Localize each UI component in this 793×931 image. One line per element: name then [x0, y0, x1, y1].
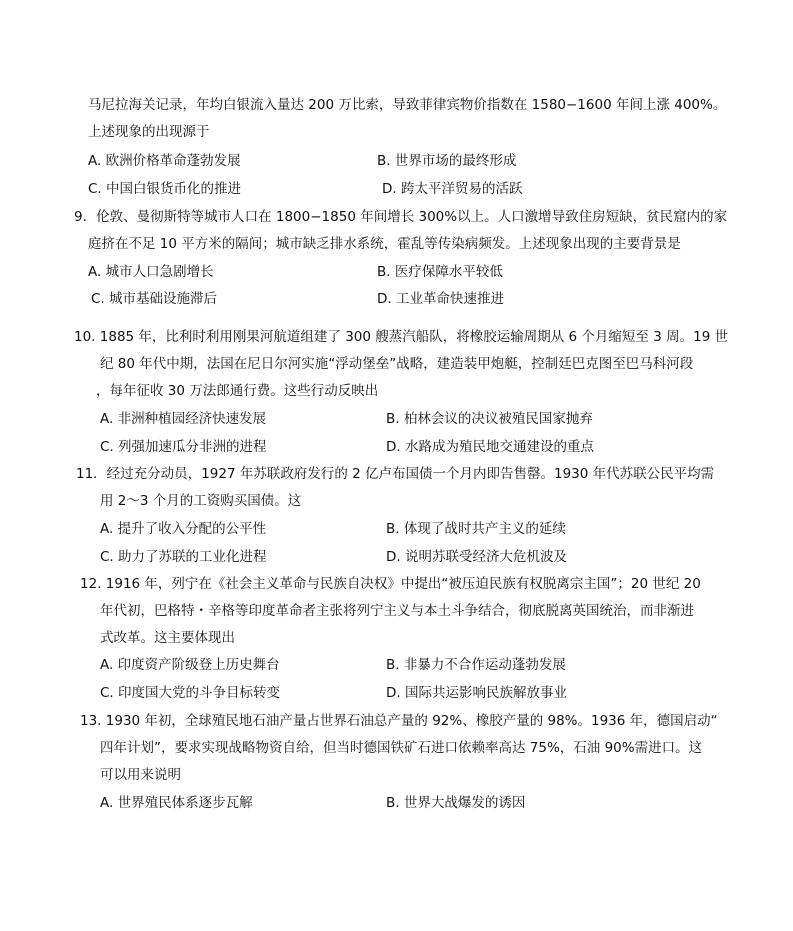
q9-option-b[interactable]: B. 医疗保障水平较低	[377, 264, 503, 280]
q12-stem-line-1: 12. 1916 年，列宁在《社会主义革命与民族自决权》中提出“被压迫民族有权脱离宗主国”；20 世纪 20	[80, 576, 701, 592]
q9-stem-line-1: 9．伦敦、曼彻斯特等城市人口在 1800−1850 年间增长 300%以上。人口激增导致住房短缺，贫民窟内的家	[74, 209, 728, 225]
q13-option-a[interactable]: A. 世界殖民体系逐步瓦解	[100, 795, 253, 811]
q11-stem-line-1: 11．经过充分动员，1927 年苏联政府发行的 2 亿卢布国债一个月内即告售罄。1930 年代苏联公民平均需	[76, 466, 715, 482]
q9-option-d[interactable]: D. 工业革命快速推进	[377, 291, 504, 307]
q8-option-b[interactable]: B. 世界市场的最终形成	[377, 153, 517, 169]
q10-stem-line-1: 10. 1885 年，比利时利用刚果河航道组建了 300 艘蒸汽船队，将橡胶运输周期从 6 个月缩短至 3 周。19 世	[74, 329, 729, 345]
q11-option-b[interactable]: B. 体现了战时共产主义的延续	[386, 521, 566, 537]
q8-option-d[interactable]: D. 跨太平洋贸易的活跃	[382, 181, 523, 197]
q8-option-a[interactable]: A. 欧洲价格革命蓬勃发展	[88, 153, 241, 169]
q12-option-b[interactable]: B. 非暴力不合作运动蓬勃发展	[386, 657, 566, 673]
q10-stem-line-2: 纪 80 年代中期，法国在尼日尔河实施“浮动堡垒”战略，建造装甲炮艇，控制廷巴克图至巴马科河段	[100, 356, 694, 372]
q13-stem-line-2: 四年计划”，要求实现战略物资自给，但当时德国铁矿石进口依赖率高达 75%，石油 90%需进口。这	[100, 740, 703, 756]
q11-option-a[interactable]: A. 提升了收入分配的公平性	[100, 521, 267, 537]
q10-option-a[interactable]: A. 非洲种植园经济快速发展	[100, 411, 267, 427]
q9-option-a[interactable]: A. 城市人口急剧增长	[88, 264, 214, 280]
q11-option-c[interactable]: C. 助力了苏联的工业化进程	[100, 549, 267, 565]
q13-stem-line-3: 可以用来说明	[100, 767, 181, 783]
q11-stem-line-2: 用 2～3 个月的工资购买国债。这	[100, 493, 302, 509]
q8-option-c[interactable]: C. 中国白银货币化的推进	[88, 181, 242, 197]
q13-stem-line-1: 13. 1930 年初，全球殖民地石油产量占世界石油总产量的 92%、橡胶产量的 98%。1936 年，德国启动“	[80, 713, 718, 729]
q12-stem-line-2: 年代初，巴格特・辛格等印度革命者主张将列宁主义与本土斗争结合，彻底脱离英国统治，而非渐进	[100, 603, 694, 619]
q10-option-c[interactable]: C. 列强加速瓜分非洲的进程	[100, 439, 267, 455]
q10-option-d[interactable]: D. 水路成为殖民地交通建设的重点	[386, 439, 594, 455]
q9-option-c[interactable]: C. 城市基础设施滞后	[91, 291, 218, 307]
q10-stem-line-3: ，每年征收 30 万法郎通行费。这些行动反映出	[96, 383, 379, 399]
q8-stem-line-2: 上述现象的出现源于	[88, 124, 210, 140]
q13-option-b[interactable]: B. 世界大战爆发的诱因	[386, 795, 526, 811]
q12-stem-line-3: 式改革。这主要体现出	[100, 630, 235, 646]
q12-option-a[interactable]: A. 印度资产阶级登上历史舞台	[100, 657, 280, 673]
q12-option-d[interactable]: D. 国际共运影响民族解放事业	[386, 685, 567, 701]
q11-option-d[interactable]: D. 说明苏联受经济大危机波及	[386, 549, 567, 565]
q10-option-b[interactable]: B. 柏林会议的决议被殖民国家抛弃	[386, 411, 593, 427]
q9-stem-line-2: 庭挤在不足 10 平方米的隔间；城市缺乏排水系统，霍乱等传染病频发。上述现象出现的主要背景是	[88, 236, 681, 252]
q8-stem-line-1: 马尼拉海关记录，年均白银流入量达 200 万比索，导致菲律宾物价指数在 1580−1600 年间上涨 400%。	[88, 97, 727, 113]
q12-option-c[interactable]: C. 印度国大党的斗争目标转变	[100, 685, 281, 701]
